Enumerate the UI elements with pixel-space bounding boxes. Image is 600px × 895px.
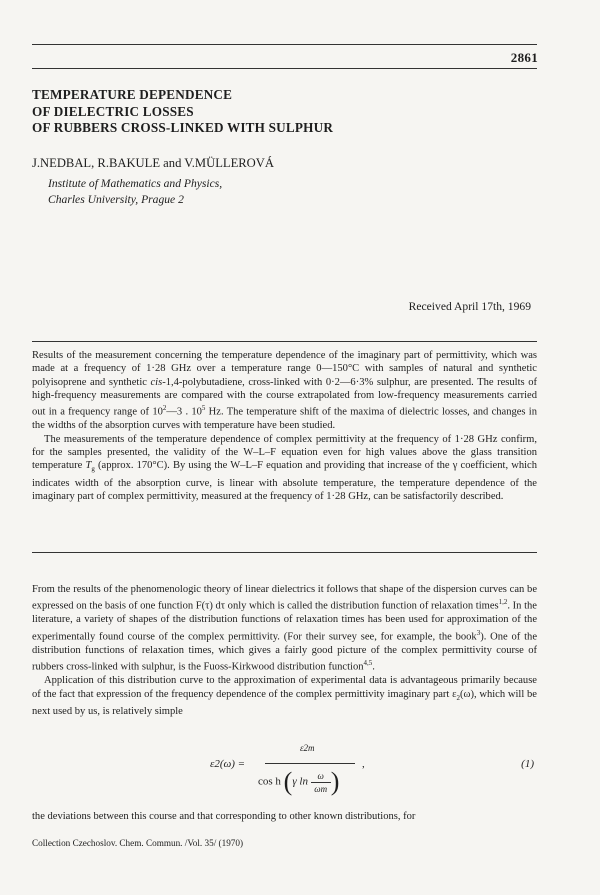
equation-fraction-bar [265,763,355,764]
equation-number: (1) [521,758,534,770]
paper-title [32,87,552,137]
title-line-2: OF DIELECTRIC LOSSES [32,103,194,119]
received-date: Received April 17th, 1969 [408,300,531,313]
equation-lhs: ε2(ω) = [210,758,246,770]
body-continuation: the deviations between this course and that corresponding to other known distributions, for [32,811,416,822]
body-paragraph-2: Application of this distribution curve to the approximation of experimental data is advantageous primarily because of the fact that expression of the frequency dependence of the complex permittivity imaginary part $\varepsilon_2(\omega)$, which will be next used by us, is relatively simple [32,675,537,718]
affiliation-line-2: Charles University, Prague 2 [48,192,184,206]
journal-footer: Collection Czechoslov. Chem. Commun. /Vol. 35/ (1970) [32,838,244,848]
abstract [32,349,537,503]
header-rule-bottom [32,68,537,69]
body-text [32,583,537,719]
equation-1 [210,743,540,805]
abstract-paragraph-2: The measurements of the temperature dependence of complex permittivity at the frequency of 1·28 GHz confirm, for the samples presented, the validity of the W–L–F equation even for high values above the glass transition temperature $T_g$ (approx. 170°C). By using the W–L–F equation and providing that increase of the γ coefficient, which indicates width of the absorption curve, is linear with absolute temperature, the temperature dependence of the imaginary part of complex permittivity, measured at the frequency of 1·28 GHz, can be satisfactorily described. [32,433,537,503]
page-number: 2861 [510,50,538,65]
affiliation-line-1: Institute of Mathematics and Physics, [48,177,223,190]
equation-inner-fraction: $\frac{\omega}{\omega m}$ [311,771,331,794]
title-line-3: OF RUBBERS CROSS-LINKED WITH SULPHUR [32,120,334,135]
equation-trailing-comma: , [362,758,365,770]
header-rule-top [32,44,537,45]
abstract-rule-bottom [32,552,537,553]
equation-numerator: ε2m [300,743,315,753]
body-paragraph-1: From the results of the phenomenologic theory of linear dielectrics it follows that shape of the dispersion curves can be expressed on the basis of one function F(τ) dτ only which is called the distribution function of relaxation times$^{1,2}$. In the literature, a variety of shapes of the distribution functions of relaxation times has been used for approximation of the experimentally found course of the complex permittivity. (For their survey see, for example, the book$^3$). One of the distribution functions of relaxation times, which gives a fairly good picture of the complex permittivity course of rubbers cross-linked with sulphur, is the Fuoss-Kirkwood distribution function$^{4,5}$. [32,584,537,673]
abstract-paragraph-1: Results of the measurement concerning the temperature dependence of the imaginary part of permittivity, which was made at a frequency of 1·28 GHz over a temperature range 0—150°C with samples of natural and synthetic polyisoprene and synthetic cis-1,4-polybutadiene, cross-linked with 0·2—6·3% sulphur, are presented. The results of high-frequency measurements are compared with the course extrapolated from low-frequency measurements carried out in a frequency range of $10^2—3$ . $10^5$ Hz. The temperature shift of the maxima of dielectric losses, and changes in the widths of the absorption curves with temperature have been studied. [32,350,538,432]
title-line-1: TEMPERATURE DEPENDENCE [32,87,233,102]
authors: J.NEDBAL, R.BAKULE and V.MÜLLEROVÁ [32,156,274,170]
affiliation [48,176,222,207]
abstract-rule-top [32,341,537,342]
equation-denominator: cos h (γ ln $\frac{\omega}{\omega m}$ ) [258,767,340,796]
